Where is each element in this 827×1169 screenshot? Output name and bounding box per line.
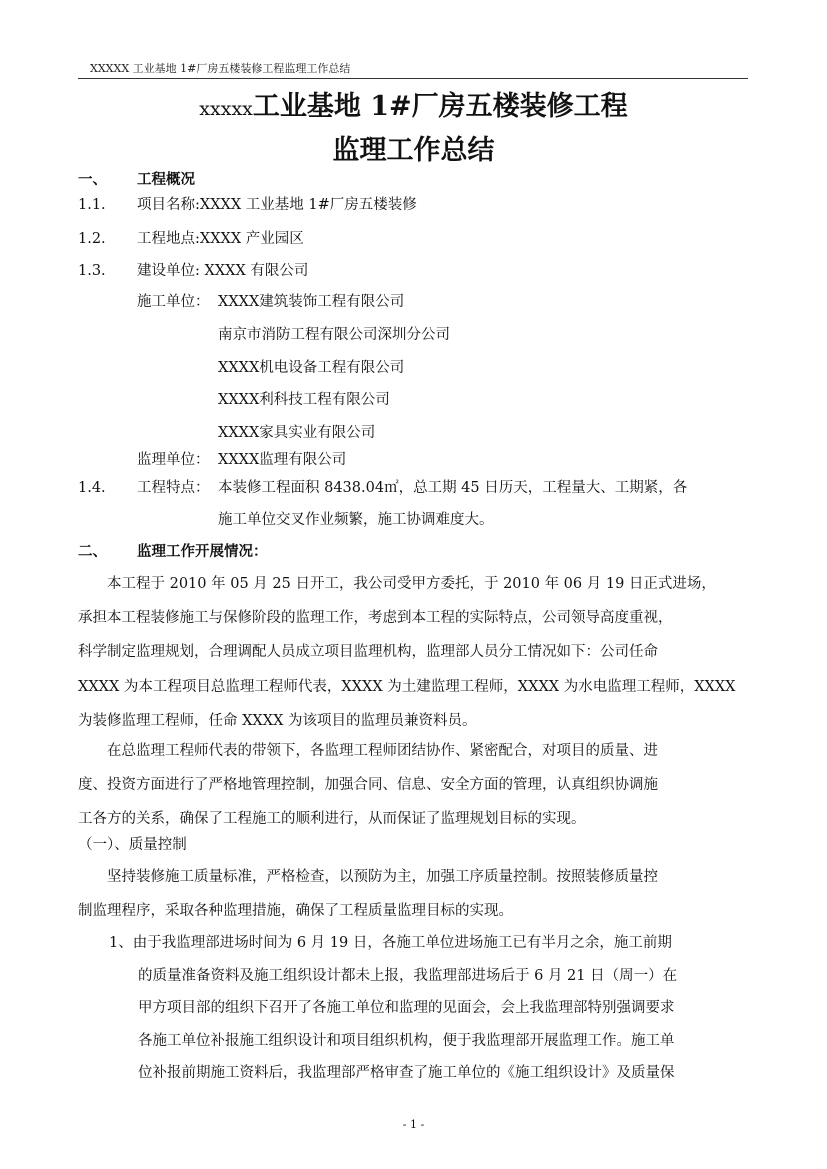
section2-number: 二、: [78, 543, 107, 560]
paragraph-line: 1、由于我监理部进场时间为 6 月 19 日，各施工单位进场施工已有半月之余，施工前期: [109, 935, 672, 951]
supervision-unit: XXXX监理有限公司: [218, 452, 347, 468]
numbered-item-1: [109, 927, 715, 1090]
construction-unit: XXXX机电设备工程有限公司: [218, 360, 405, 376]
paragraph-line: 制监理程序，采取各种监理措施，确保了工程质量监理目标的实现。: [78, 903, 513, 920]
item-number: 1.2.: [78, 231, 106, 247]
paragraph-line: 甲方项目部的组织下召开了各施工单位和监理的见面会，会上我监理部特别强调要求: [109, 1000, 675, 1016]
features-label: 工程特点：: [137, 480, 210, 496]
document-title-line-1: [0, 84, 827, 123]
paragraph-line: 各施工单位补报施工组织设计和项目组织机构，便于我监理部开展监理工作。施工单: [109, 1032, 675, 1049]
title-prefix: xxxxx: [199, 98, 253, 120]
paragraph-progress: [78, 567, 748, 738]
supervision-unit-label: 监理单位：: [137, 452, 210, 468]
header-rule: [78, 78, 748, 79]
construction-unit: XXXX利科技工程有限公司: [218, 392, 390, 408]
paragraph-coordination: [78, 734, 748, 837]
construction-unit: XXXX家具实业有限公司: [218, 425, 376, 441]
construction-unit: XXXX建筑装饰工程有限公司: [218, 294, 405, 310]
paragraph-line: 度、投资方面进行了严格地管理控制，加强合同、信息、安全方面的管理，认真组织协调施: [78, 777, 658, 794]
construction-units-label: 施工单位：: [137, 294, 210, 310]
section1-heading: 工程概况: [137, 171, 195, 188]
item-owner-unit: 建设单位: XXXX 有限公司: [137, 263, 309, 279]
features-text-line-1: 本装修工程面积 8438.04㎡，总工期 45 日历天，工程量大、工期紧，各: [218, 480, 688, 496]
construction-unit: 南京市消防工程有限公司深圳分公司: [218, 327, 450, 343]
document-title-line-2: 监理工作总结: [332, 135, 495, 166]
item-project-location: 工程地点:XXXX 产业园区: [137, 231, 304, 247]
paragraph-line: 的质量准备资料及施工组织设计都未上报，我监理部进场后于 6 月 21 日（周一）在: [109, 967, 678, 984]
paragraph-line: 在总监理工程师代表的带领下，各监理工程师团结协作、紧密配合，对项目的质量、进: [78, 743, 658, 759]
features-text-line-2: 施工单位交叉作业频繁，施工协调难度大。: [218, 512, 494, 528]
paragraph-line: 本工程于 2010 年 05 月 25 日开工，我公司受甲方委托，于 2010 年 06 月 19 日正式进场，: [78, 576, 716, 592]
paragraph-line: 科学制定监理规划，合理调配人员成立项目监理机构，监理部人员分工情况如下：公司任命: [78, 644, 658, 661]
item-number: 1.1.: [78, 197, 106, 213]
item-number: 1.4.: [78, 480, 106, 496]
item-number: 1.3.: [78, 263, 106, 279]
section1-number: 一、: [78, 171, 107, 188]
section2-heading: 监理工作开展情况：: [137, 543, 268, 560]
subsection-heading: （一）、质量控制: [78, 837, 187, 853]
title-main: 工业基地 1#厂房五楼装修工程: [252, 91, 628, 122]
paragraph-line: 坚持装修施工质量标准，严格检查，以预防为主，加强工序质量控制。按照装修质量控: [78, 869, 658, 885]
paragraph-line: 承担本工程装修施工与保修阶段的监理工作，考虑到本工程的实际特点，公司领导高度重视，: [78, 610, 673, 627]
paragraph-line: XXXX 为本工程项目总监理工程师代表，XXXX 为土建监理工程师，XXXX 为水电监理工程师，XXXX: [78, 678, 736, 695]
page-number: - 1 -: [402, 1118, 425, 1131]
paragraph-line: 位补报前期施工资料后，我监理部严格审查了施工单位的《施工组织设计》及质量保: [109, 1065, 675, 1081]
paragraph-quality: [78, 860, 748, 928]
paragraph-line: 为装修监理工程师，任命 XXXX 为该项目的监理员兼资料员。: [78, 712, 477, 729]
running-header: XXXXX 工业基地 1#厂房五楼装修工程监理工作总结: [90, 62, 351, 75]
paragraph-line: 工各方的关系，确保了工程施工的顺利进行，从而保证了监理规划目标的实现。: [78, 811, 586, 828]
item-project-name: 项目名称:XXXX 工业基地 1#厂房五楼装修: [137, 197, 417, 213]
